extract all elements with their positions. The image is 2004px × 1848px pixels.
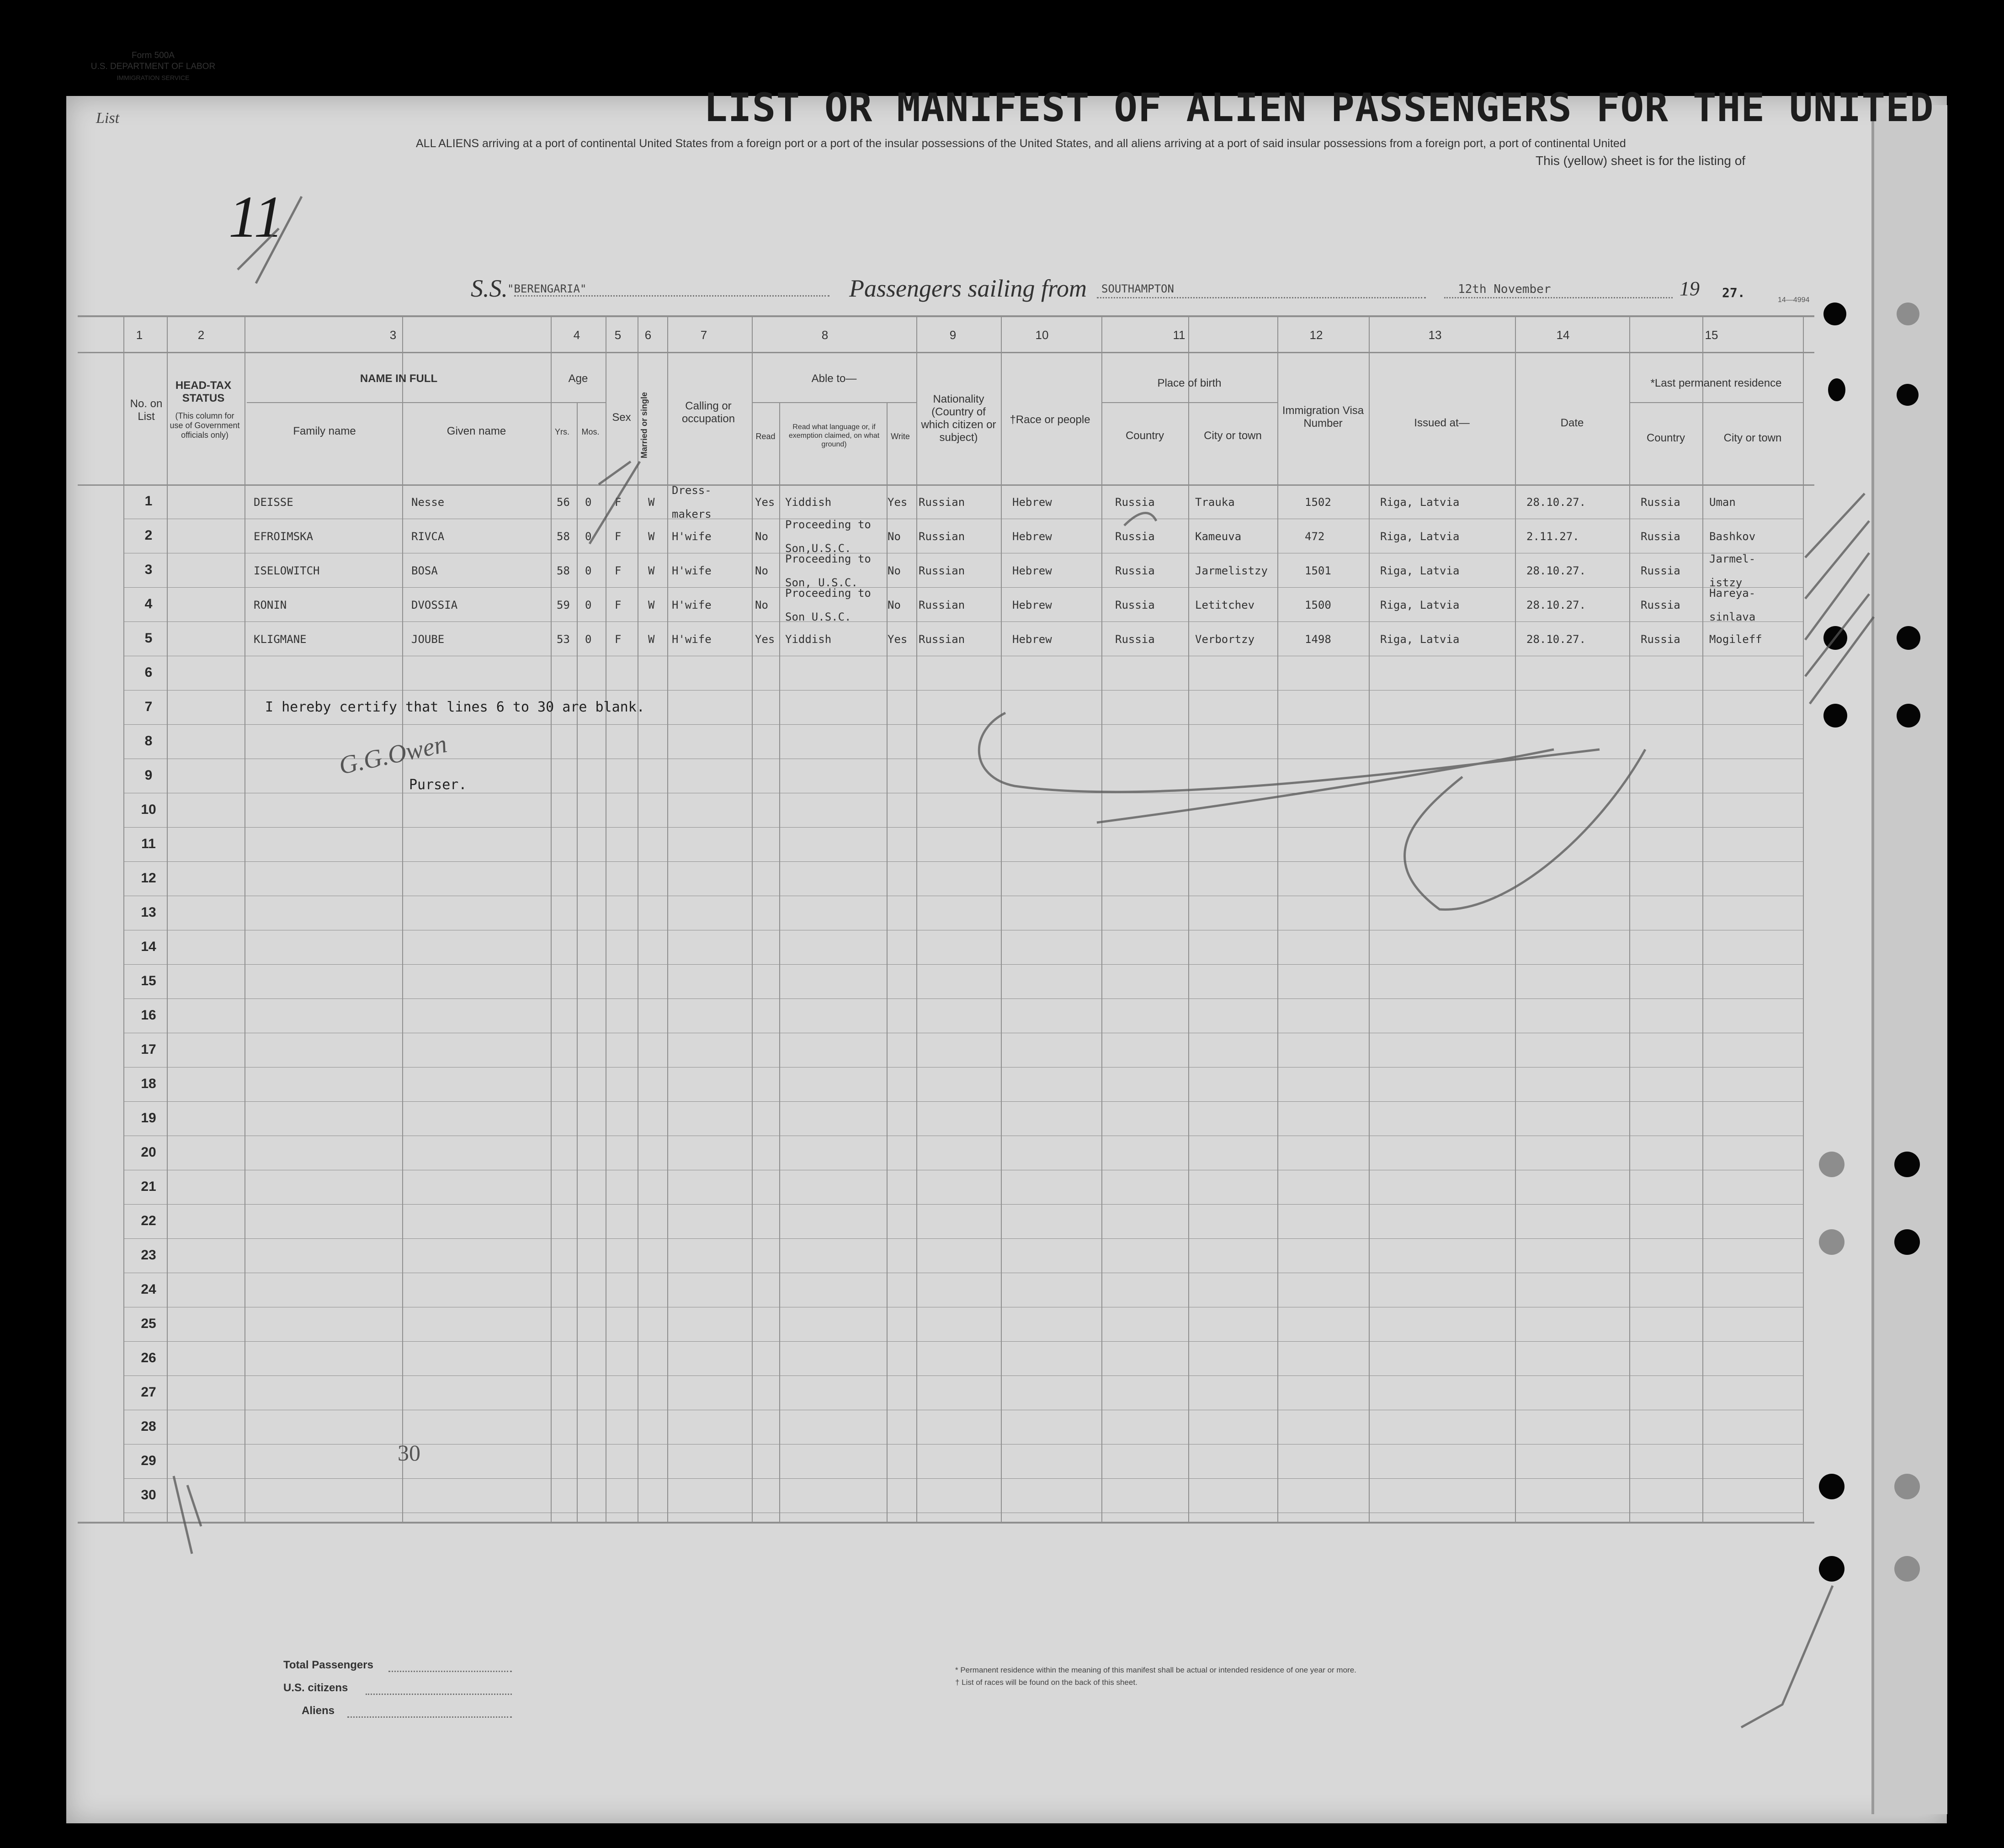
header-able-to: Able to— <box>811 372 857 385</box>
list-number-handwritten: 11 <box>229 184 284 250</box>
row-number: 2 <box>144 528 153 543</box>
header-read-what: Read what language or, if exemption claimed, on what ground) <box>788 423 880 448</box>
issue-date: 28.10.27. <box>1526 599 1586 611</box>
sex: F <box>615 564 622 577</box>
form-code: 14—4994 <box>1778 296 1810 304</box>
birth-city: Kameuva <box>1195 530 1242 543</box>
birth-city: Trauka <box>1195 496 1235 509</box>
language-line2: Son U.S.C. <box>785 611 851 623</box>
residence-country: Russia <box>1641 530 1680 543</box>
header-married: Married or single <box>639 392 649 459</box>
age-years: 59 <box>557 599 570 611</box>
language: Proceeding to <box>785 552 871 565</box>
footnote-residence: * Permanent residence within the meaning of this manifest shall be actual or intended residence of one year or more. <box>955 1666 1356 1674</box>
sex: F <box>615 599 622 611</box>
can-write: No <box>888 599 901 611</box>
column-number: 7 <box>700 328 707 342</box>
issued-at: Riga, Latvia <box>1380 599 1460 611</box>
header-family-name: Family name <box>293 425 356 437</box>
row-number: 20 <box>141 1145 156 1160</box>
issued-at: Riga, Latvia <box>1380 564 1460 577</box>
can-read: No <box>755 530 768 543</box>
language: Yiddish <box>785 496 832 509</box>
header-res-city: City or town <box>1723 432 1782 444</box>
column-number: 5 <box>614 328 622 342</box>
race: Hebrew <box>1012 530 1052 543</box>
family-name: DEISSE <box>254 496 293 509</box>
row-number: 1 <box>144 494 153 509</box>
us-citizens-label: U.S. citizens <box>283 1682 348 1694</box>
age-years: 56 <box>557 496 570 509</box>
row-number: 19 <box>141 1110 156 1126</box>
header-issued-at: Issued at— <box>1414 417 1470 429</box>
occupation-line2: makers <box>672 508 712 520</box>
race: Hebrew <box>1012 599 1052 611</box>
nationality: Russian <box>919 564 965 577</box>
visa-number: 1501 <box>1305 564 1331 577</box>
header-race: †Race or people <box>1010 414 1090 426</box>
age-years: 58 <box>557 564 570 577</box>
row-number: 5 <box>144 631 153 646</box>
can-write: Yes <box>888 496 908 509</box>
column-number: 11 <box>1173 328 1185 342</box>
row-number: 10 <box>141 802 156 817</box>
row-number: 27 <box>141 1385 156 1400</box>
header-visa-number: Immigration Visa Number <box>1282 404 1364 430</box>
age-months: 0 <box>585 633 592 646</box>
column-number: 4 <box>573 328 580 342</box>
race: Hebrew <box>1012 633 1052 646</box>
column-number: 12 <box>1309 328 1323 342</box>
row-number: 21 <box>141 1179 156 1194</box>
row-number: 26 <box>141 1350 156 1365</box>
issued-at: Riga, Latvia <box>1380 496 1460 509</box>
occupation: H'wife <box>672 599 712 611</box>
header-nationality: Nationality (Country of which citizen or subject) <box>921 393 996 444</box>
residence-city-line2: istzy <box>1709 576 1743 589</box>
issue-date: 2.11.27. <box>1526 530 1579 543</box>
nationality: Russian <box>919 496 965 509</box>
column-number: 3 <box>389 328 397 342</box>
age-years: 53 <box>557 633 570 646</box>
header-res-country: Country <box>1646 432 1685 444</box>
purser-title: Purser. <box>409 777 467 793</box>
marital-status: W <box>648 599 655 611</box>
row-number: 22 <box>141 1213 156 1228</box>
marital-status: W <box>648 496 655 509</box>
age-months: 0 <box>585 496 592 509</box>
given-name: RIVCA <box>411 530 445 543</box>
header-age: Age <box>568 372 588 385</box>
marital-status: W <box>648 530 655 543</box>
language-line2: Son,U.S.C. <box>785 542 851 555</box>
race: Hebrew <box>1012 496 1052 509</box>
column-number: 13 <box>1428 328 1442 342</box>
family-name: RONIN <box>254 599 287 611</box>
row-number: 8 <box>144 733 153 749</box>
sex: F <box>615 496 622 509</box>
birth-country: Russia <box>1115 496 1155 509</box>
column-number: 9 <box>949 328 957 342</box>
family-name: KLIGMANE <box>254 633 307 646</box>
language: Yiddish <box>785 633 832 646</box>
residence-city: Jarmel- <box>1709 552 1756 565</box>
column-number: 6 <box>644 328 652 342</box>
given-name: Nesse <box>411 496 445 509</box>
sheet-note: This (yellow) sheet is for the listing of <box>1536 154 1746 168</box>
birth-city: Letitchev <box>1195 599 1255 611</box>
column-number: 14 <box>1556 328 1570 342</box>
family-name: EFROIMSKA <box>254 530 314 543</box>
row-number: 29 <box>141 1453 156 1468</box>
header-birth-country: Country <box>1125 430 1164 442</box>
age-months: 0 <box>585 564 592 577</box>
row-number: 7 <box>144 699 153 714</box>
ss-label: S.S. <box>471 275 508 302</box>
footnote-races: † List of races will be found on the back of this sheet. <box>955 1678 1138 1687</box>
visa-number: 1500 <box>1305 599 1331 611</box>
can-write: No <box>888 564 901 577</box>
row-number: 30 <box>141 1487 156 1503</box>
header-head-tax: HEAD-TAX STATUS <box>175 379 232 404</box>
residence-city: Bashkov <box>1709 530 1756 543</box>
departure-port: SOUTHAMPTON <box>1101 282 1174 295</box>
family-name: ISELOWITCH <box>254 564 320 577</box>
language-line2: Son, U.S.C. <box>785 576 858 589</box>
column-number: 10 <box>1035 328 1049 342</box>
row-number: 15 <box>141 973 156 988</box>
can-write: Yes <box>888 633 908 646</box>
sex: F <box>615 530 622 543</box>
row-number: 11 <box>141 836 156 851</box>
header-yrs: Yrs. <box>554 427 569 436</box>
ship-name: "BERENGARIA" <box>507 282 587 295</box>
residence-city: Hareya- <box>1709 587 1756 600</box>
language: Proceeding to <box>785 587 871 600</box>
column-number: 1 <box>136 328 143 342</box>
row-number: 16 <box>141 1008 156 1023</box>
subtitle: ALL ALIENS arriving at a port of continental United States from a foreign port or a port of the insular possessions of the United States, and all aliens arriving at a port of said insular possessions from a foreign port, a port of continental United <box>416 137 1626 150</box>
age-months: 0 <box>585 530 592 543</box>
birth-city: Verbortzy <box>1195 633 1255 646</box>
residence-country: Russia <box>1641 564 1680 577</box>
header-sex: Sex <box>612 411 631 424</box>
sex: F <box>615 633 622 646</box>
column-number: 2 <box>197 328 205 342</box>
birth-country: Russia <box>1115 530 1155 543</box>
row-number: 28 <box>141 1419 156 1434</box>
service-name: IMMIGRATION SERVICE <box>117 74 190 81</box>
issue-date: 28.10.27. <box>1526 564 1586 577</box>
header-birth-city: City or town <box>1204 430 1262 442</box>
sailing-date: 12th November <box>1458 282 1551 296</box>
nationality: Russian <box>919 599 965 611</box>
form-number: Form 500A <box>132 51 175 60</box>
header-given-name: Given name <box>447 425 506 437</box>
row-number: 24 <box>141 1282 156 1297</box>
birth-city: Jarmelistzy <box>1195 564 1268 577</box>
issue-date: 28.10.27. <box>1526 496 1586 509</box>
row-number: 3 <box>144 562 153 577</box>
header-last-residence: *Last permanent residence <box>1650 377 1782 389</box>
sailing-label: Passengers sailing from <box>849 275 1087 302</box>
row-number: 9 <box>144 768 153 783</box>
residence-country: Russia <box>1641 599 1680 611</box>
header-calling: Calling or occupation <box>681 400 735 425</box>
occupation: H'wife <box>672 564 712 577</box>
age-years: 58 <box>557 530 570 543</box>
can-read: No <box>755 599 768 611</box>
nationality: Russian <box>919 633 965 646</box>
row-number: 4 <box>144 596 153 611</box>
birth-country: Russia <box>1115 599 1155 611</box>
nationality: Russian <box>919 530 965 543</box>
can-read: No <box>755 564 768 577</box>
visa-number: 1498 <box>1305 633 1331 646</box>
occupation: H'wife <box>672 530 712 543</box>
marital-status: W <box>648 633 655 646</box>
total-passengers-label: Total Passengers <box>283 1659 373 1671</box>
column-number: 15 <box>1705 328 1718 342</box>
race: Hebrew <box>1012 564 1052 577</box>
header-mos: Mos. <box>581 427 600 436</box>
issued-at: Riga, Latvia <box>1380 530 1460 543</box>
row-number: 25 <box>141 1316 156 1331</box>
department-name: U.S. DEPARTMENT OF LABOR <box>90 62 216 71</box>
occupation: H'wife <box>672 633 712 646</box>
birth-country: Russia <box>1115 564 1155 577</box>
margin-note: 30 <box>398 1440 420 1466</box>
issue-date: 28.10.27. <box>1526 633 1586 646</box>
header-place-of-birth: Place of birth <box>1157 377 1222 389</box>
row-number: 12 <box>141 871 156 886</box>
can-write: No <box>888 530 901 543</box>
row-number: 17 <box>141 1042 156 1057</box>
aliens-label: Aliens <box>302 1705 335 1717</box>
certification-statement: I hereby certify that lines 6 to 30 are blank. <box>265 699 645 715</box>
residence-city-line2: sinlava <box>1709 611 1756 623</box>
issued-at: Riga, Latvia <box>1380 633 1460 646</box>
age-months: 0 <box>585 599 592 611</box>
header-no-on-list: No. on List <box>130 398 163 423</box>
header-write: Write <box>891 432 910 441</box>
row-number: 13 <box>141 905 156 920</box>
given-name: DVOSSIA <box>411 599 458 611</box>
header-read: Read <box>755 432 776 441</box>
language: Proceeding to <box>785 518 871 531</box>
birth-country: Russia <box>1115 633 1155 646</box>
marital-status: W <box>648 564 655 577</box>
row-number: 6 <box>144 665 153 680</box>
visa-number: 1502 <box>1305 496 1331 509</box>
list-label: List <box>96 110 120 127</box>
header-name-in-full: NAME IN FULL <box>360 372 438 385</box>
year-suffix: 27. <box>1722 285 1745 300</box>
row-number: 18 <box>141 1076 156 1091</box>
residence-country: Russia <box>1641 633 1680 646</box>
given-name: BOSA <box>411 564 438 577</box>
residence-country: Russia <box>1641 496 1680 509</box>
residence-city: Mogileff <box>1709 633 1762 646</box>
can-read: Yes <box>755 633 775 646</box>
occupation: Dress- <box>672 484 712 497</box>
row-number: 14 <box>141 939 156 954</box>
year-prefix: 19 <box>1680 277 1700 300</box>
header-date: Date <box>1560 417 1584 429</box>
visa-number: 472 <box>1305 530 1325 543</box>
page-title: LIST OR MANIFEST OF ALIEN PASSENGERS FOR THE UNITED <box>704 85 1934 131</box>
can-read: Yes <box>755 496 775 509</box>
row-number: 23 <box>141 1248 156 1263</box>
purser-signature: G.G.Owen <box>336 729 450 781</box>
column-number: 8 <box>821 328 829 342</box>
residence-city: Uman <box>1709 496 1736 509</box>
given-name: JOUBE <box>411 633 445 646</box>
header-head-tax-note: (This column for use of Government officials only) <box>170 411 240 440</box>
